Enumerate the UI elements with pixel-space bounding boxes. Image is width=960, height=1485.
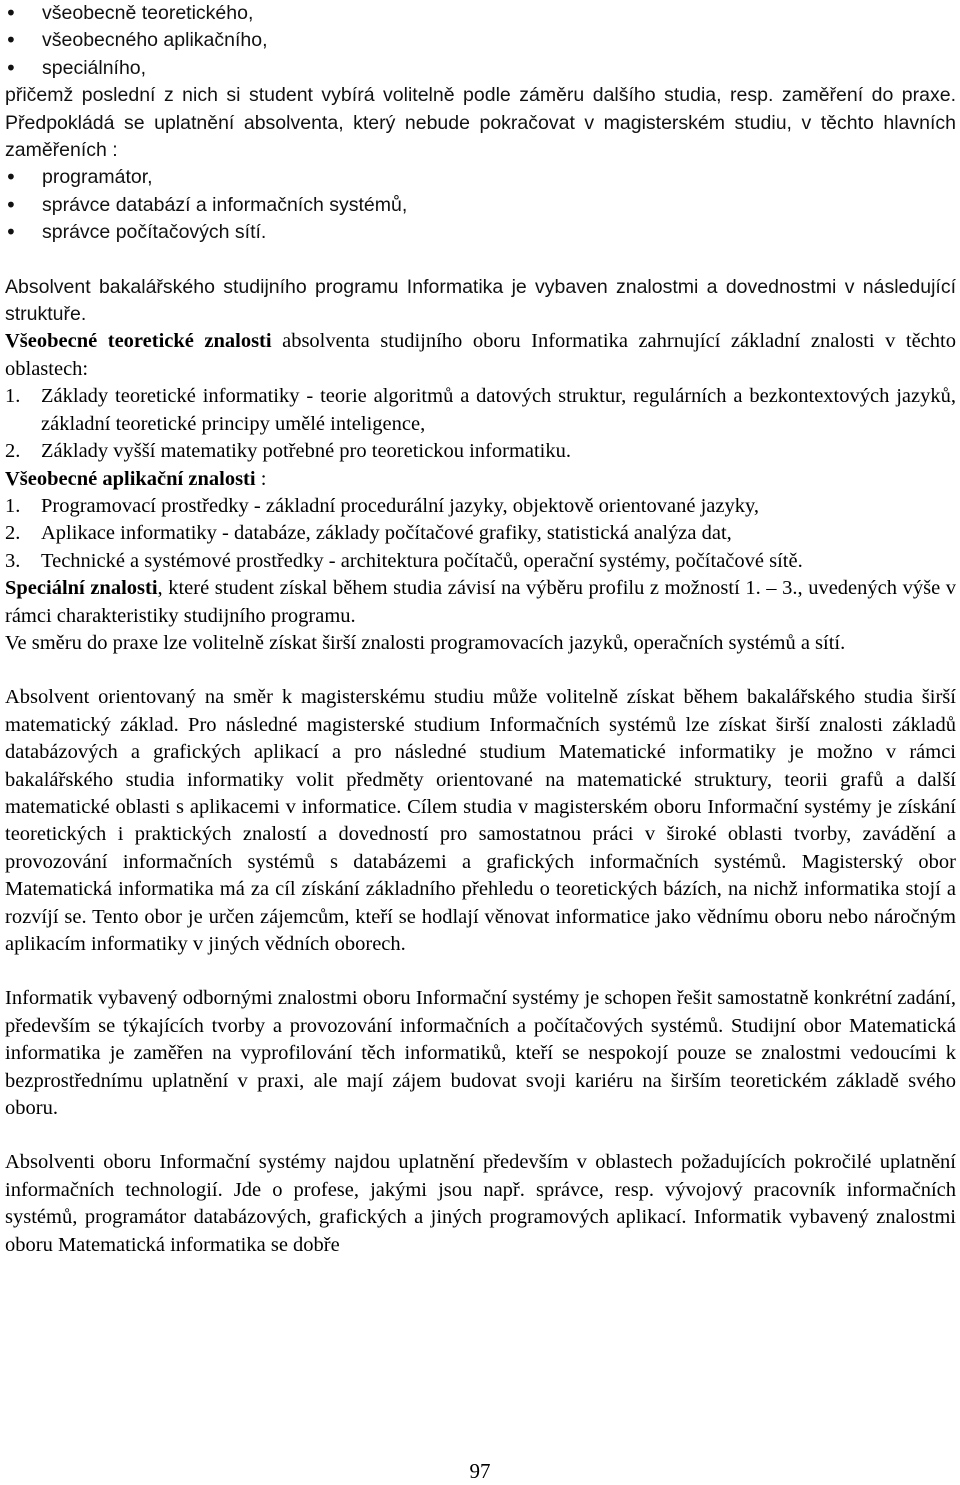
special-text: , které student získal během studia závisí na výběru profilu z možností 1. – 3., uvedených výše v rámci charakteristiky studijního programu.: [5, 577, 956, 627]
paragraph-employment: Absolventi oboru Informační systémy najdou uplatnění především v oblastech požadujících pokročilé uplatnění informačních technologií. Jde o profese, jakými jsou např. správce, resp. vývojový pracovník informačních systémů, programátor databázových, grafických a jiných programových aplikací. Informatik vybavený znalostmi oboru Matematická informatika se dobře: [5, 1151, 956, 1256]
list-item: • správce počítačových sítí.: [5, 219, 956, 246]
item-text: Základy teoretické informatiky - teorie algoritmů a datových struktur, regulárních a bezkontextových jazyků, základní teoretické principy umělé inteligence,: [41, 385, 956, 435]
special-section: [5, 575, 956, 630]
applied-section-intro: [5, 466, 956, 493]
paragraph-masters-orientation: Absolvent orientovaný na směr k magisterskému studiu může volitelně získat během bakalářského studia širší matematický základ. Pro následné magisterské studium Informačních systémů lze získat širší znalosti základů databázových a grafických aplikací a pro následné studium Matematické informatiky je možno v rámci bakalářského studia informatiky volit předměty orientované na matematické struktury, teorii grafů a další matematické oblasti s aplikacemi v informatice. Cílem studia v magisterském oboru Informační systémy je získání teoretických i praktických znalostí a dovedností pro samostatnou práci v široké oblasti tvorby, zavádění a provozování informačních systémů s databázemi a grafických informačních systémů. Magisterský obor Matematická informatika má za cíl získání základního přehledu o teoretických bázích, na nichž informatika stojí a rozvíjí se. Tento obor je určen zájemcům, kteří se hodlají věnovat informatice jako vědnímu oboru nebo náročným aplikacím informatiky v jiných vědních oborech.: [5, 686, 956, 955]
list-item: • všeobecného aplikačního,: [5, 27, 956, 54]
focus-list: [5, 164, 956, 246]
paragraph-focus-intro: přičemž poslední z nich si student vybírá volitelně podle záměru dalšího studia, resp. zaměření do praxe. Předpokládá se uplatnění absolventa, který nebude pokračovat v magisterském studiu, v těchto hlavních zaměřeních :: [5, 84, 956, 162]
list-item: [5, 493, 956, 520]
special-heading: Speciální znalosti: [5, 577, 158, 600]
list-item: [5, 548, 956, 575]
list-item: [5, 520, 956, 547]
theory-heading: Všeobecné teoretické znalosti: [5, 330, 272, 353]
item-number: 1.: [5, 385, 21, 408]
item-number: 3.: [5, 549, 21, 572]
list-item: • speciálního,: [5, 55, 956, 82]
theory-intro-text: absolventa studijního oboru Informatika zahrnující základní znalosti v těchto oblastech:: [5, 330, 956, 380]
paragraph-graduate-skills: Informatik vybavený odbornými znalostmi oboru Informační systémy je schopen řešit samostatně konkrétní zadání, především se týkajících tvorby a provozování informačních a počítačových systémů. Studijní obor Matematická informatika je zaměřen na vyprofilování těch informatiků, kteří se nespokojí pouze se znalostmi vedoucími k bezprostřednímu uplatnění v praxi, ale mají zájem budovat svoji kariéru na širším teoretickém základě svého oboru.: [5, 987, 956, 1120]
applied-heading: Všeobecné aplikační znalosti: [5, 467, 256, 490]
item-number: 2.: [5, 440, 21, 463]
list-item: [5, 438, 956, 465]
item-text: Programovací prostředky - základní procedurální jazyky, objektově orientované jazyky,: [41, 494, 760, 517]
paragraph-structure-intro: Absolvent bakalářského studijního programu Informatika je vybaven znalostmi a dovednostmi v následující struktuře.: [5, 275, 956, 326]
theory-section-intro: [5, 328, 956, 383]
list-item: • všeobecně teoretického,: [5, 0, 956, 27]
list-item: [5, 383, 956, 438]
list-item: • programátor,: [5, 164, 956, 191]
study-profiles-list: [5, 0, 956, 82]
list-item: • správce databází a informačních systémů,: [5, 192, 956, 219]
item-number: 2.: [5, 522, 21, 545]
applied-suffix: :: [255, 467, 267, 490]
item-text: Technické a systémové prostředky - architektura počítačů, operační systémy, počítačové sítě.: [41, 549, 803, 572]
item-text: Aplikace informatiky - databáze, základy počítačové grafiky, statistická analýza dat,: [41, 522, 732, 545]
item-number: 1.: [5, 494, 21, 517]
paragraph-practice: Ve směru do praxe lze volitelně získat širší znalosti programovacích jazyků, operačních systémů a sítí.: [5, 631, 846, 654]
item-text: Základy vyšší matematiky potřebné pro teoretickou informatiku.: [41, 440, 572, 463]
page-number: 97: [469, 1459, 491, 1483]
